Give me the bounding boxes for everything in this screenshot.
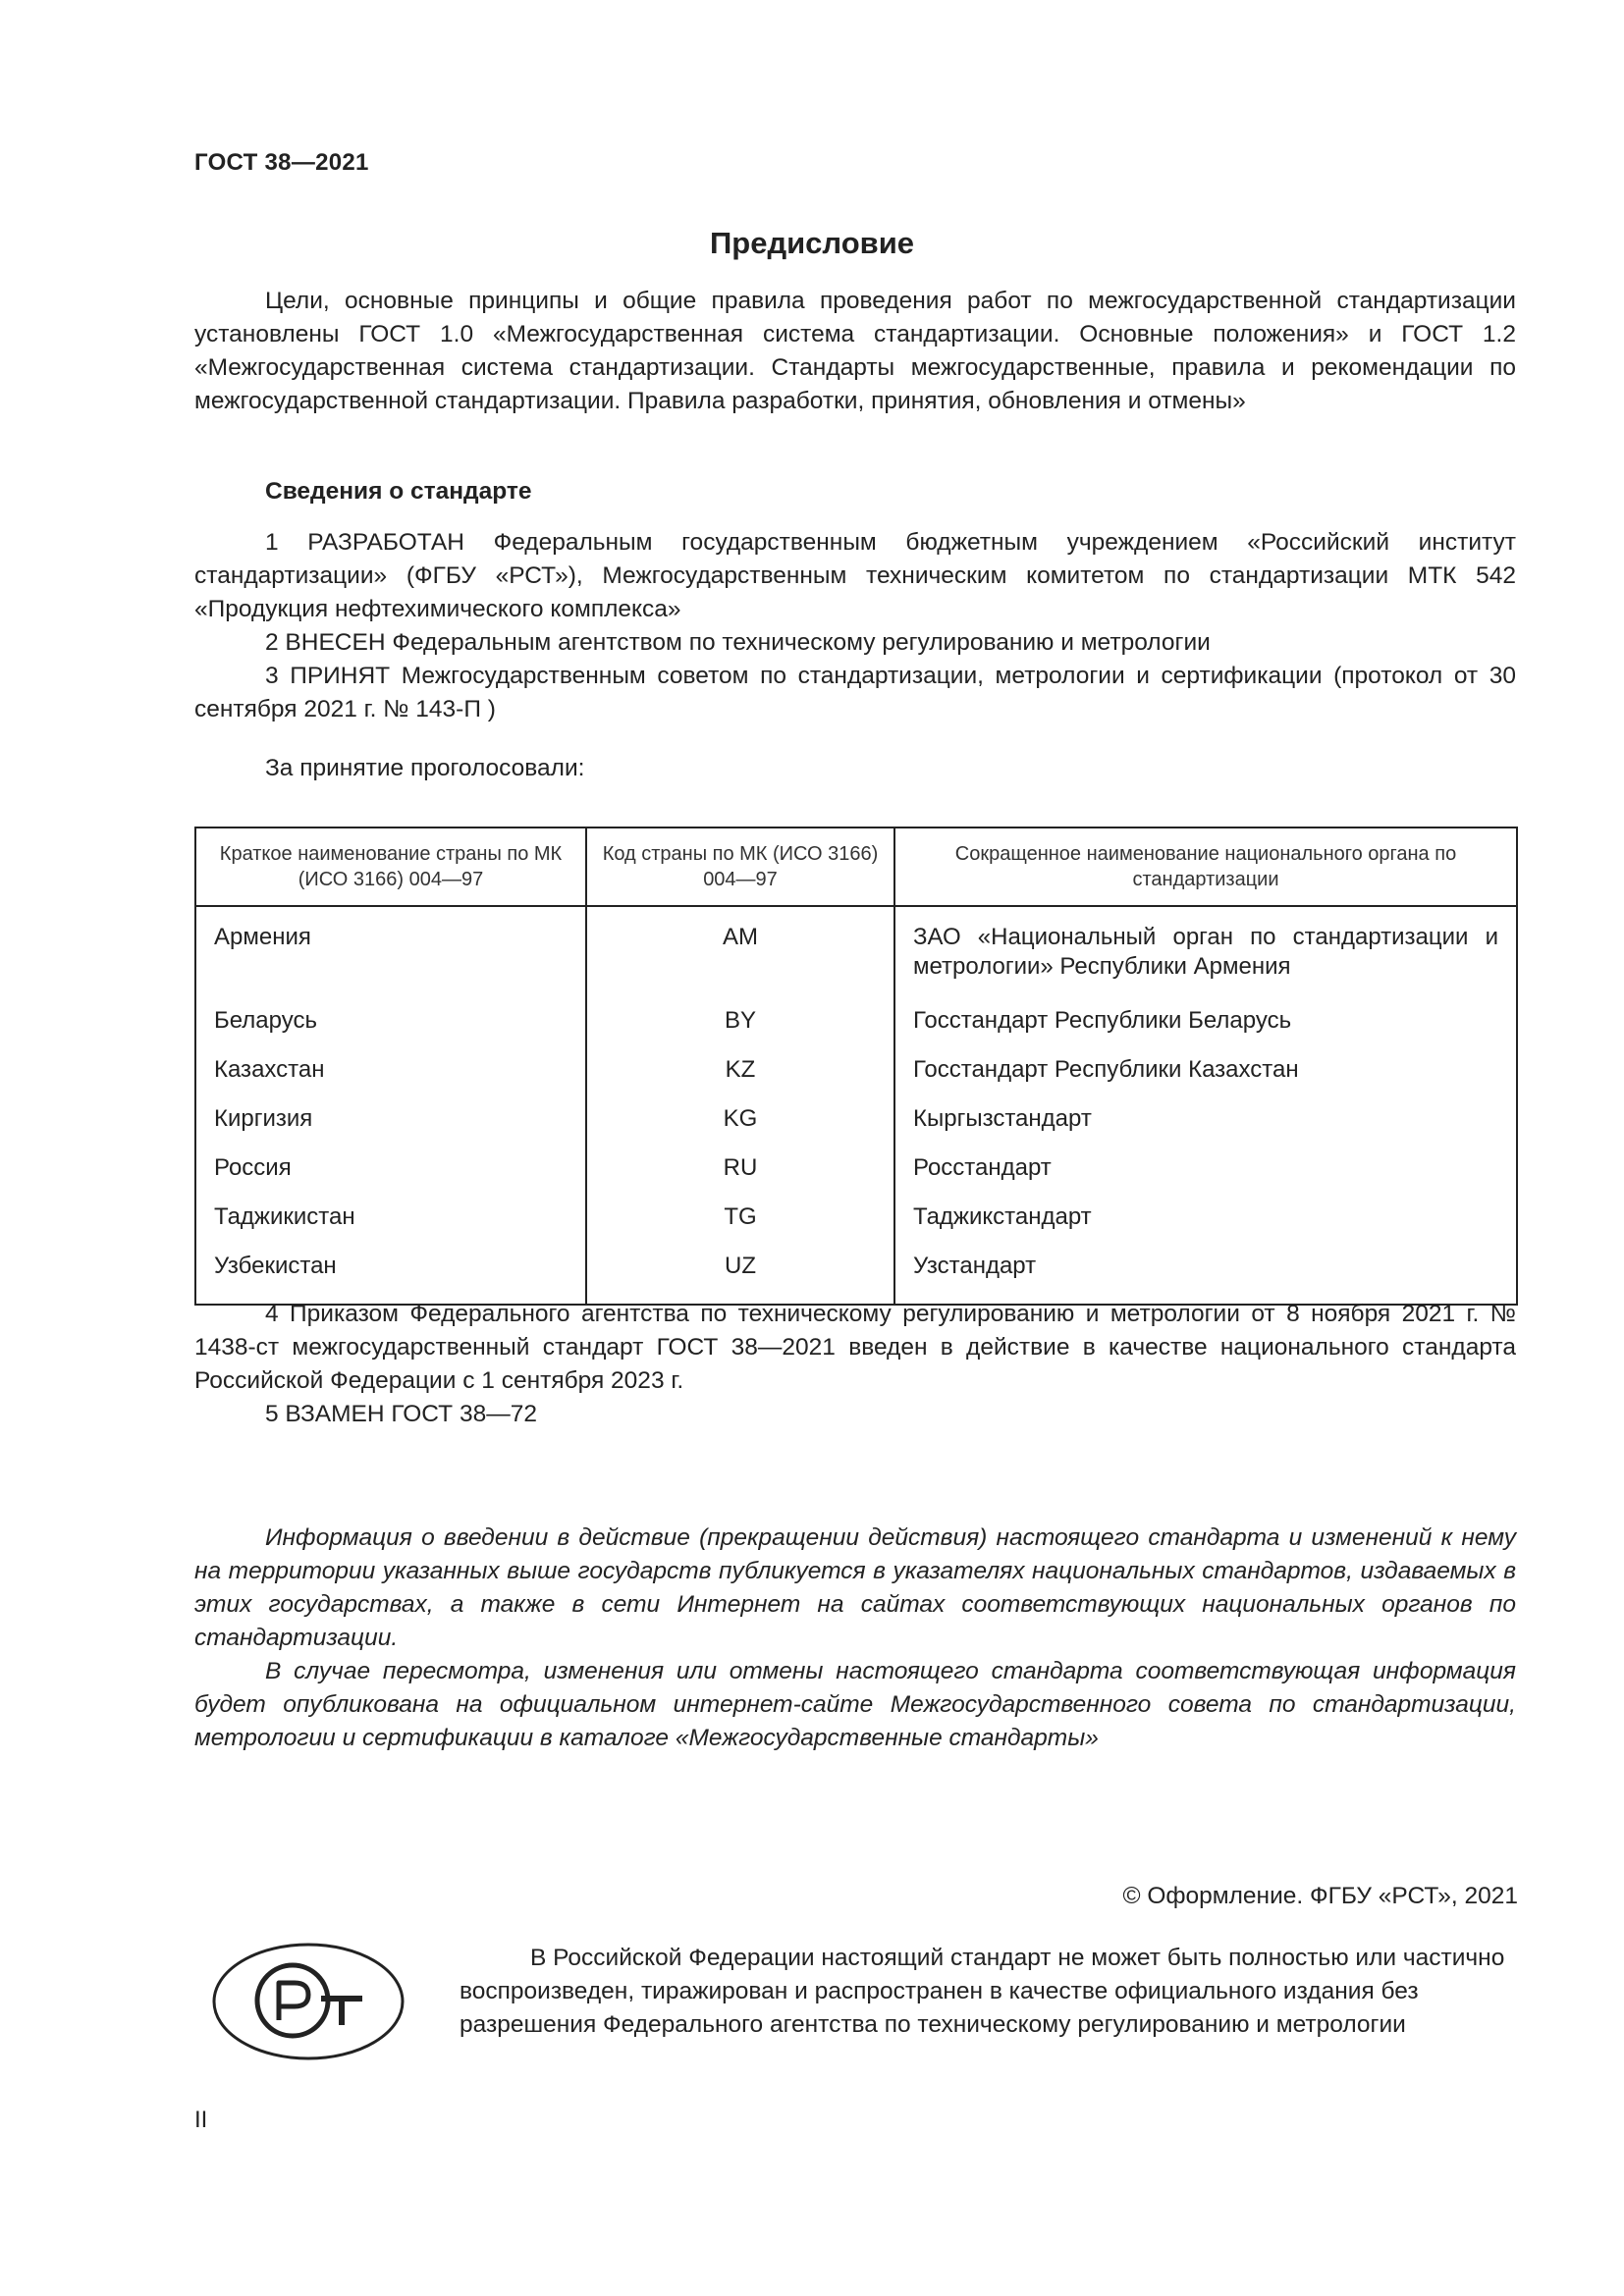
section-heading: Предисловие (709, 226, 914, 260)
intro-paragraph: Цели, основные принципы и общие правила проведения работ по межгосударственной стандартизации установлены ГОСТ 1.0 «Межгосударственная система стандартизации. Основные положения» и ГОСТ 1.2 «Межгосударственная система стандартизации. Стандарты межгосударственные, правила и рекомендации по межгосударственной стандартизации. Правила разработки, принятия, обновления и отмены» (194, 288, 1516, 414)
voted-label: За принятие проголосовали: (265, 755, 585, 781)
header-body: Сокращенное наименование национального органа по стандартизации (894, 828, 1517, 906)
header-code: Код страны по МК (ИСО 3166) 004—97 (586, 828, 894, 906)
body-cell: Госстандарт Республики Беларусь (894, 997, 1517, 1046)
reproduction-notice: В Российской Федерации настоящий стандарт не может быть полностью или частично воспроизведен, тиражирован и распространен в качестве официального издания без разрешения Федерального агентства по техническому регулированию и метрологии (460, 1945, 1505, 2038)
info-heading-block (194, 475, 1516, 508)
table-row (195, 1046, 1517, 1095)
body-cell: Узстандарт (894, 1243, 1517, 1305)
header-country: Краткое наименование страны по МК (ИСО 3166) 004—97 (195, 828, 586, 906)
country-cell: Армения (195, 906, 586, 997)
copyright-line: © Оформление. ФГБУ «РСТ», 2021 (1122, 1883, 1518, 1909)
body-cell: Госстандарт Республики Казахстан (894, 1046, 1517, 1095)
country-cell: Казахстан (195, 1046, 586, 1095)
country-cell: Таджикистан (195, 1194, 586, 1243)
country-cell: Киргизия (195, 1095, 586, 1145)
table-row (195, 1095, 1517, 1145)
info-heading: Сведения о стандарте (265, 478, 532, 505)
code-cell: TG (586, 1194, 894, 1243)
code-cell: RU (586, 1145, 894, 1194)
rst-certification-mark-icon (210, 1940, 406, 2063)
info-item: 1 РАЗРАБОТАН Федеральным государственным бюджетным учреждением «Российский институт стандартизации» (ФГБУ «РСТ»), Межгосударственным техническим комитетом по стандартизации МТК 542 «Продукция нефтехимического комплекса» (194, 529, 1516, 622)
publication-notes (194, 1522, 1516, 1755)
info-item: 2 ВНЕСЕН Федеральным агентством по техническому регулированию и метрологии (265, 629, 1211, 656)
body-cell: Росстандарт (894, 1145, 1517, 1194)
code-cell: AM (586, 906, 894, 997)
code-cell: KG (586, 1095, 894, 1145)
revision-note: В случае пересмотра, изменения или отмены настоящего стандарта соответствующая информация будет опубликована на официальном интернет-сайте Межгосударственного совета по стандартизации, метрологии и сертификации в каталоге «Межгосударственные стандарты» (194, 1658, 1516, 1751)
document-code: ГОСТ 38—2021 (194, 149, 369, 176)
code-cell: BY (586, 997, 894, 1046)
table-row (195, 1194, 1517, 1243)
table-row (195, 1145, 1517, 1194)
body-cell: ЗАО «Национальный орган по стандартизации и метрологии» Республики Армения (894, 906, 1517, 997)
country-cell: Россия (195, 1145, 586, 1194)
replacement-item: 5 ВЗАМЕН ГОСТ 38—72 (265, 1401, 537, 1427)
table-row (195, 997, 1517, 1046)
body-cell: Таджикстандарт (894, 1194, 1517, 1243)
page-number: II (194, 2107, 208, 2133)
intro-block (194, 285, 1516, 418)
country-cell: Узбекистан (195, 1243, 586, 1305)
code-cell: UZ (586, 1243, 894, 1305)
table-row (195, 906, 1517, 997)
country-cell: Беларусь (195, 997, 586, 1046)
info-items (194, 526, 1516, 726)
code-cell: KZ (586, 1046, 894, 1095)
enactment-block (194, 1298, 1516, 1431)
info-item: 3 ПРИНЯТ Межгосударственным советом по стандартизации, метрологии и сертификации (протокол от 30 сентября 2021 г. № 143-П ) (194, 663, 1516, 722)
voted-label-block (194, 752, 1516, 785)
enactment-item: 4 Приказом Федерального агентства по техническому регулированию и метрологии от 8 ноября 2021 г. № 1438-ст межгосударственный стандарт ГОСТ 38—2021 введен в действие в качестве национального стандарта Российской Федерации с 1 сентября 2023 г. (194, 1301, 1516, 1394)
table-header-row (195, 828, 1517, 906)
table-row (195, 1243, 1517, 1305)
body-cell: Кыргызстандарт (894, 1095, 1517, 1145)
publication-note: Информация о введении в действие (прекращении действия) настоящего стандарта и изменений к нему на территории указанных выше государств публикуется в указателях национальных стандартов, издаваемых в этих государствах, а также в сети Интернет на сайтах соответствующих национальных органов по стандартизации. (194, 1524, 1516, 1651)
voting-table (194, 827, 1518, 1306)
